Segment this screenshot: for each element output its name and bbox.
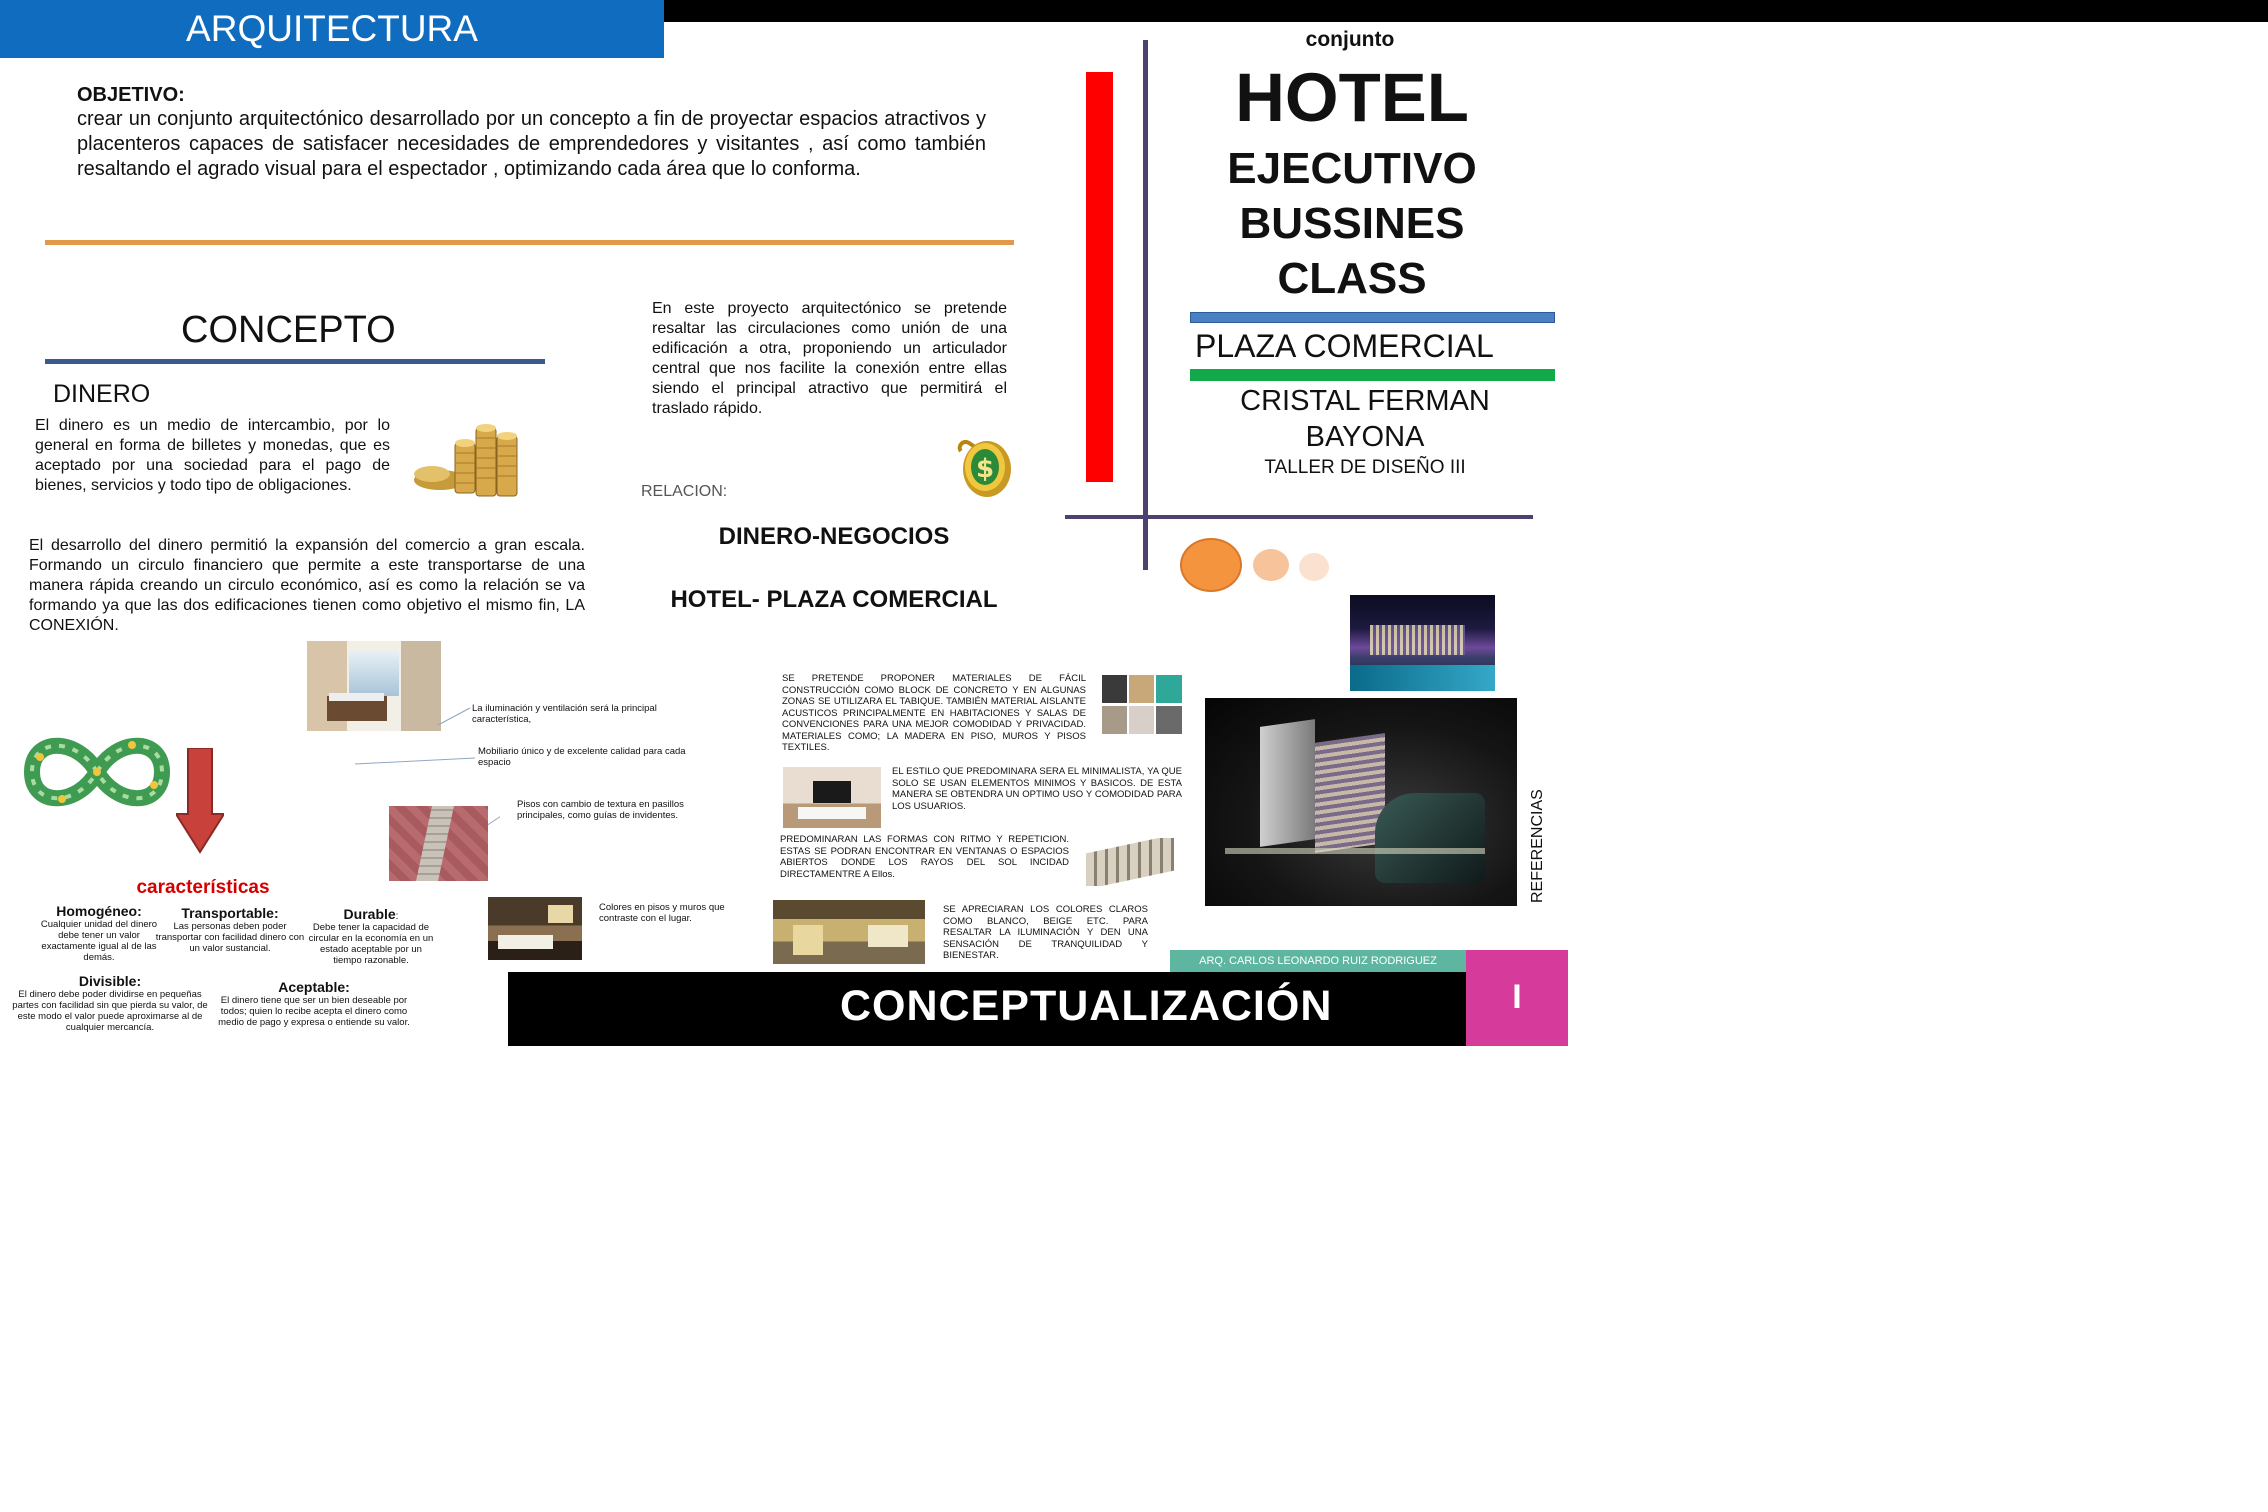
purple-horizontal-line [1065,515,1533,519]
photo-lobby-light [773,900,925,964]
relacion-line1: DINERO-NEGOCIOS [718,523,950,550]
orange-circle-small [1299,553,1329,581]
callout-mobiliario: Mobiliario único y de excelente calidad para cada espacio [478,746,686,768]
callout-iluminacion: La iluminación y ventilación será la principal característica, [472,703,657,725]
caract-divisible-desc: El dinero debe poder dividirse en pequeñas partes con facilidad sin que pierda su valor, de este modo el valor puede aproximarse al de cualquier mercancía. [12,989,208,1033]
referencias-label: REFERENCIAS [1529,789,1546,903]
orange-circle-large [1180,538,1242,592]
caract-aceptable [218,979,410,1028]
photo-bedroom-colors [488,897,582,960]
conceptualizacion-title: CONCEPTUALIZACIÓN [840,982,1333,1030]
caract-transportable-desc: Las personas deben poder transportar con facilidad dinero con un valor sustancial. [155,921,305,954]
caract-durable-colon: : [395,911,399,922]
dollar-coin-icon [955,433,1013,499]
photo-rhythm-form [1080,838,1177,886]
reference-hotel-render [1205,698,1517,906]
project-text: En este proyecto arquitectónico se pretende resaltar las circulaciones como unión de una edificación a otra, proponiendo un articulador central que nos facilite la conexión entre ellas siendo el principal atractivo que permitirá el traslado rápido. [652,300,1007,417]
materials-swatches [1102,675,1182,734]
author-name-1: CRISTAL FERMAN [1240,385,1490,417]
plaza-comercial-title: PLAZA COMERCIAL [1195,328,1494,364]
dinero-subtitle: DINERO [53,380,151,408]
materiales-text-3: PREDOMINARAN LAS FORMAS CON RITMO Y REPETICION. ESTAS SE PODRAN ENCONTRAR EN VENTANAS O ESPACIOS ABIERTOS DONDE LOS RAYOS DEL SOL INCIDAD DIRECTAMENTRE A Ellos. [780,834,1069,880]
caract-homogeneo [40,903,158,963]
dinero-development: El desarrollo del dinero permitió la expansión del comercio a gran escala. Formando un circulo financiero que permite a este transportarse de una manera rápida creando un circulo económico, así es como la relación se va formando ya que las dos edificaciones tienen como objetivo el mismo fin, LA CONEXIÓN. [29,537,585,634]
red-vertical-bar [1086,72,1113,482]
ejecutivo-title: EJECUTIVO [1227,144,1477,193]
caract-aceptable-name: Aceptable: [278,979,350,995]
money-infinity-icon [22,727,172,817]
relacion-label: RELACION: [641,483,728,500]
sidebar-green-rule [1190,369,1555,381]
class-title: CLASS [1277,254,1427,303]
hotel-title: HOTEL [1235,59,1469,136]
page-number: I [1512,978,1522,1016]
materiales-text-1: SE PRETENDE PROPONER MATERIALES DE FÁCIL CONSTRUCCIÓN COMO BLOCK DE CONCRETO Y EN ALGUNAS ZONAS SE UTILIZARA EL TABIQUE. TAMBIÉN MATERIAL AISLANTE ACUSTICOS PRINCIPALMENTE EN HABITACIONES Y SALAS DE CONVENCIONES PARA UNA MEJOR COMODIDAD Y PRIVACIDAD. MATERIALES COMO; LA MADERA EN PISO, MUROS Y PISOS TEXTILES. [782,673,1086,753]
callout-colores: Colores en pisos y muros que contraste con el lugar. [599,902,725,924]
author-name-2: BAYONA [1305,421,1425,453]
reference-hotel-night-photo [1350,595,1495,691]
coins-icon [410,418,530,500]
purple-vertical-line [1143,40,1148,570]
conjunto-label: conjunto [1305,28,1395,51]
caract-durable-name: Durable [343,906,396,922]
header-black-bar [660,0,2268,22]
caract-aceptable-desc: El dinero tiene que ser un bien deseable por todos; quien lo recibe acepta el dinero como medio de pago y expresa o entiende su valor. [218,995,410,1028]
concepto-title: CONCEPTO [181,309,396,351]
objetivo-divider [45,240,1014,245]
professor-name: ARQ. CARLOS LEONARDO RUIZ RODRIGUEZ [1199,955,1437,967]
callout-pisos: Pisos con cambio de textura en pasillos principales, como guías de invidentes. [517,799,684,821]
objetivo-label: OBJETIVO: [77,84,185,106]
caract-transportable [150,905,310,954]
materiales-text-2: EL ESTILO QUE PREDOMINARA SERA EL MINIMALISTA, YA QUE SOLO SE USAN ELEMENTOS MINIMOS Y BASICOS. DE ESTA MANERA SE OBTENDRA UN OPTIMO USO Y COMODIDAD PARA LOS USUARIOS. [892,766,1182,812]
photo-minimalist-living [783,767,881,828]
taller-label: TALLER DE DISEÑO III [1264,457,1466,478]
sidebar-blue-rule [1190,312,1555,323]
dinero-definition: El dinero es un medio de intercambio, por lo general en forma de billetes y monedas, que es aceptado por una sociedad para el pago de bienes, servicios y todo tipo de obligaciones. [35,417,390,494]
caract-divisible-name: Divisible: [78,973,142,989]
caract-transportable-name: Transportable: [181,905,279,921]
caracteristicas-title: características [136,877,270,898]
bussines-title: BUSSINES [1239,199,1465,248]
concepto-underline [45,359,545,364]
objetivo-text: crear un conjunto arquitectónico desarrollado por un concepto a fin de proyectar espacios atractivos y placenteros capaces de satisfacer necesidades de emprendedores y visitantes , así como también resaltando el agrado visual para el espectador , optimizando cada área que lo conforma. [77,108,986,180]
svg-text:$: $ [975,454,995,484]
down-arrow-icon [176,748,224,854]
orange-circle-medium [1253,549,1289,581]
photo-floor-texture [389,806,488,881]
caract-divisible [12,973,208,1033]
relacion-line2: HOTEL- PLAZA COMERCIAL [670,586,998,613]
page-header-title: ARQUITECTURA [186,8,478,49]
materiales-text-4: SE APRECIARAN LOS COLORES CLAROS COMO BLANCO, BEIGE ETC. PARA RESALTAR LA ILUMINACIÓN Y DEN UNA SENSACIÓN DE TRANQUILIDAD Y BIENESTAR. [943,904,1148,961]
caract-homogeneo-name: Homogéneo: [56,903,142,919]
caract-homogeneo-desc: Cualquier unidad del dinero debe tener un valor exactamente igual al de las demás. [40,919,158,963]
caract-durable-desc: Debe tener la capacidad de circular en la economía en un estado aceptable por un tiempo razonable. [308,922,434,966]
